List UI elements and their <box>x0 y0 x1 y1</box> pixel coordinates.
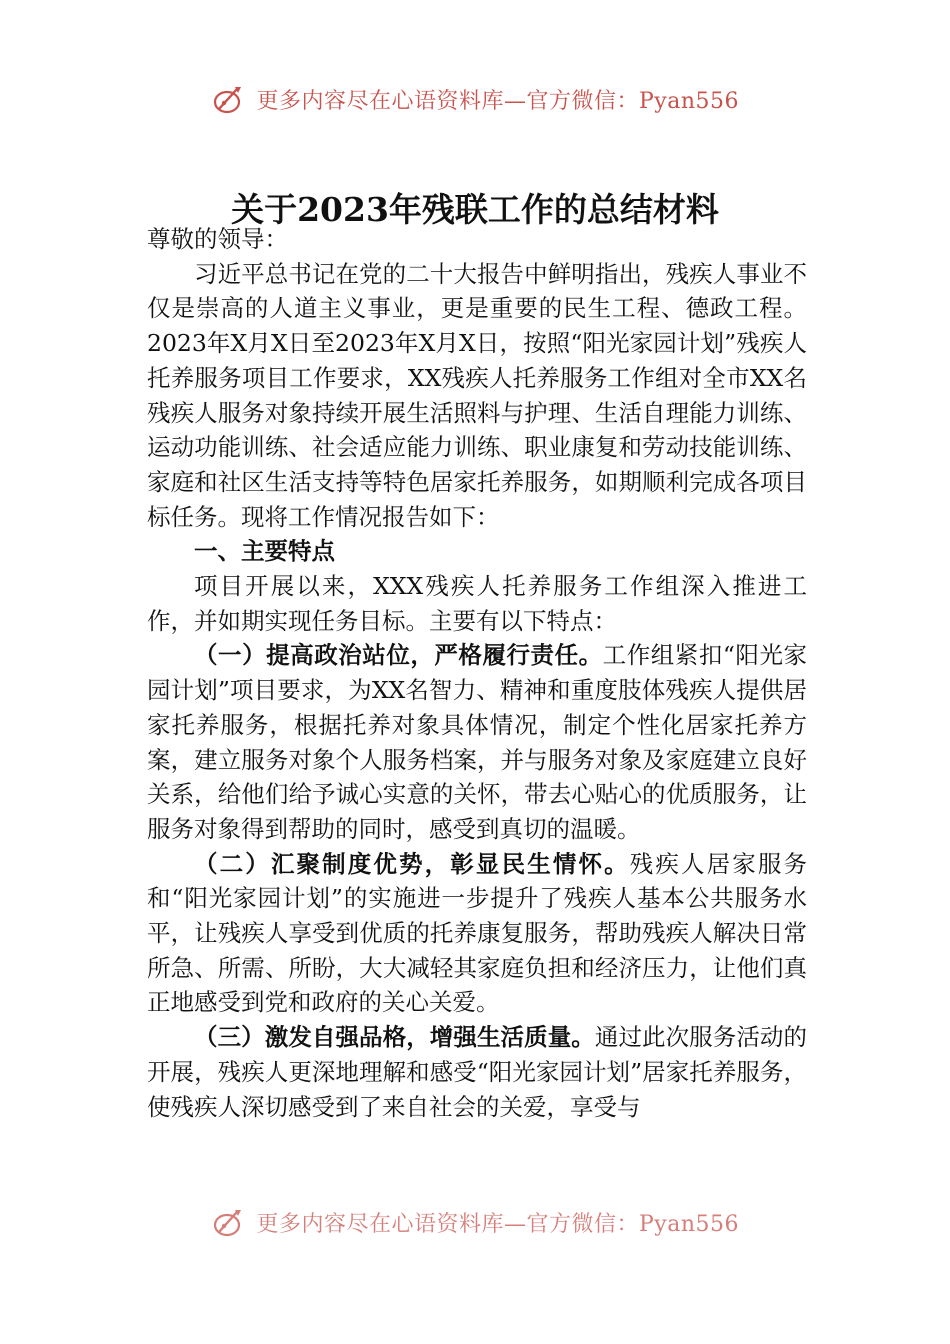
footer-watermark-text: 更多内容尽在心语资料库—官方微信：Pyan556 <box>256 1212 739 1237</box>
intro-paragraph: 习近平总书记在党的二十大报告中鲜明指出，残疾人事业不仅是崇高的人道主义事业，更是重要的民生工程、德政工程。2023年X月X日至2023年X月X日，按照“阳光家园计划”残疾人托养服务项目工作要求，XX残疾人托养服务工作组对全市XX名残疾人服务对象持续开展生活照料与护理、生活自理能力训练、运动功能训练、社会适应能力训练、职业康复和劳动技能训练、家庭和社区生活支持等特色居家托养服务，如期顺利完成各项目标任务。现将工作情况报告如下： <box>147 259 807 531</box>
document-title: 关于2023年残联工作的总结材料 <box>231 190 719 229</box>
point-text-3: 通过此次服务活动的开展，残疾人更深地理解和感受“阳光家园计划”居家托养服务，使残疾人深切感受到了来自社会的关爱，享受与 <box>147 1023 807 1121</box>
point-paragraph-1 <box>147 638 807 846</box>
pen-circle-logo-icon <box>211 85 245 115</box>
section-heading: 一、主要特点 <box>194 537 335 566</box>
point-lead-1: （一）提高政治站位，严格履行责任。 <box>194 641 603 670</box>
salutation: 尊敬的领导： <box>147 225 288 253</box>
point-lead-3: （三）激发自强品格，增强生活质量。 <box>194 1023 595 1052</box>
header-watermark <box>0 84 950 115</box>
footer-watermark <box>0 1207 950 1238</box>
point-text-2: 残疾人居家服务和“阳光家园计划”的实施进一步提升了残疾人基本公共服务水平，让残疾人享受到优质的托养康复服务，帮助残疾人解决日常所急、所需、所盼，大大减轻其家庭负担和经济压力，让他们真正地感受到党和政府的关心关爱。 <box>147 849 808 1017</box>
point-lead-2: （二）汇聚制度优势，彰显民生情怀。 <box>194 849 630 878</box>
document-body <box>147 222 807 1124</box>
point-paragraph-3 <box>147 1020 807 1124</box>
point-text-1: 工作组紧扣“阳光家园计划”项目要求，为XX名智力、精神和重度肢体残疾人提供居家托养服务，根据托养对象具体情况，制定个性化居家托养方案，建立服务对象个人服务档案，并与服务对象及家庭建立良好关系，给他们给予诚心实意的关怀，带去心贴心的优质服务，让服务对象得到帮助的同时，感受到真切的温暖。 <box>147 641 808 843</box>
header-watermark-text: 更多内容尽在心语资料库—官方微信：Pyan556 <box>256 89 739 114</box>
pen-circle-logo-icon <box>211 1208 245 1238</box>
point-paragraph-2 <box>147 847 807 1021</box>
section-intro-paragraph: 项目开展以来，XXX残疾人托养服务工作组深入推进工作，并如期实现任务目标。主要有以下特点： <box>147 572 807 635</box>
